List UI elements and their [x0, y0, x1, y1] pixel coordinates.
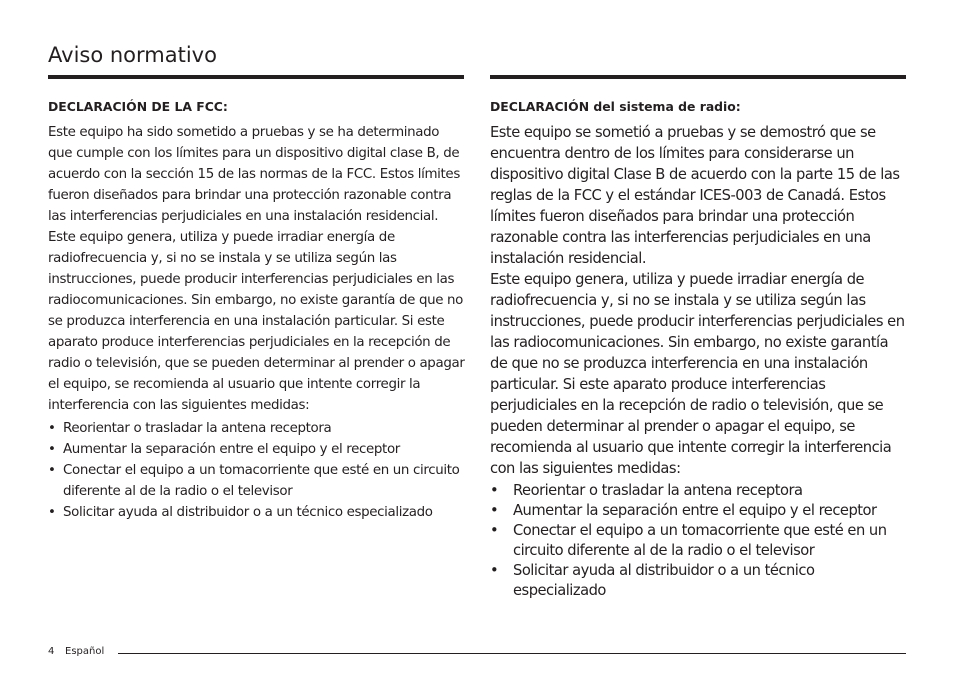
page-title: Aviso normativo	[48, 43, 217, 67]
radio-paragraph-2: Este equipo genera, utiliza y puede irradiar energía de radiofrecuencia y, si no se instala y se utiliza según las instrucciones, puede producir interferencias perjudiciales en las radiocomunicaciones. Sin embargo, no existe garantía de que no se produzca interferencia en una instalación particular. Si este aparato produce interferencias perjudiciales en la recepción de radio o televisión, que se pueden determinar al prender o apagar el equipo, se recomienda al usuario que intente corregir la interferencia con las siguientes medidas:	[490, 271, 905, 477]
bullet-icon: •	[48, 442, 56, 457]
radio-declaration-heading: DECLARACIÓN del sistema de radio:	[490, 99, 741, 114]
fcc-declaration-column	[48, 97, 466, 523]
radio-declaration-column	[490, 97, 908, 601]
fcc-declaration-heading: DECLARACIÓN DE LA FCC:	[48, 99, 228, 114]
list-item-text: Aumentar la separación entre el equipo y el receptor	[63, 442, 400, 457]
bullet-icon: •	[48, 505, 56, 520]
bullet-icon: •	[490, 522, 499, 539]
list-item-text: Reorientar o trasladar la antena receptora	[513, 482, 803, 499]
list-item	[48, 418, 466, 439]
right-title-rule	[490, 75, 906, 79]
bullet-icon: •	[48, 463, 56, 478]
footer-language: Español	[65, 646, 105, 657]
list-item	[490, 481, 908, 501]
list-item-text: Conectar el equipo a un tomacorriente que esté en un circuito diferente al de la radio o el televisor	[513, 522, 887, 559]
list-item	[48, 460, 466, 502]
list-item	[48, 439, 466, 460]
list-item-text: Reorientar o trasladar la antena receptora	[63, 421, 332, 436]
fcc-measures-list	[48, 418, 466, 523]
footer-rule	[118, 653, 906, 654]
bullet-icon: •	[48, 421, 56, 436]
list-item	[48, 502, 466, 523]
left-title-rule	[48, 75, 464, 79]
radio-measures-list	[490, 481, 908, 601]
list-item-text: Solicitar ayuda al distribuidor o a un técnico especializado	[513, 562, 815, 599]
list-item	[490, 501, 908, 521]
list-item	[490, 561, 908, 601]
page-number: 4	[48, 646, 55, 657]
bullet-icon: •	[490, 562, 499, 579]
radio-paragraph-1: Este equipo se sometió a pruebas y se demostró que se encuentra dentro de los límites para considerarse un dispositivo digital Clase B de acuerdo con la parte 15 de las reglas de la FCC y el estándar ICES-003 de Canadá. Estos límites fueron diseñados para brindar una protección razonable contra las interferencias perjudiciales en una instalación residencial.	[490, 124, 900, 267]
fcc-paragraph-2: Este equipo genera, utiliza y puede irradiar energía de radiofrecuencia y, si no se instala y se utiliza según las instrucciones, puede producir interferencias perjudiciales en las radiocomunicaciones. Sin embargo, no existe garantía de que no se produzca interferencia en una instalación particular. Si este aparato produce interferencias perjudiciales en la recepción de radio o televisión, que se pueden determinar al prender o apagar el equipo, se recomienda al usuario que intente corregir la interferencia con las siguientes medidas:	[48, 230, 465, 413]
list-item-text: Solicitar ayuda al distribuidor o a un técnico especializado	[63, 505, 433, 520]
list-item	[490, 521, 908, 561]
bullet-icon: •	[490, 502, 499, 519]
bullet-icon: •	[490, 482, 499, 499]
list-item-text: Conectar el equipo a un tomacorriente que esté en un circuito diferente al de la radio o el televisor	[63, 463, 460, 499]
list-item-text: Aumentar la separación entre el equipo y el receptor	[513, 502, 877, 519]
fcc-paragraph-1: Este equipo ha sido sometido a pruebas y se ha determinado que cumple con los límites para un dispositivo digital clase B, de acuerdo con la sección 15 de las normas de la FCC. Estos límites fueron diseñados para brindar una protección razonable contra las interferencias perjudiciales en una instalación residencial.	[48, 125, 460, 224]
